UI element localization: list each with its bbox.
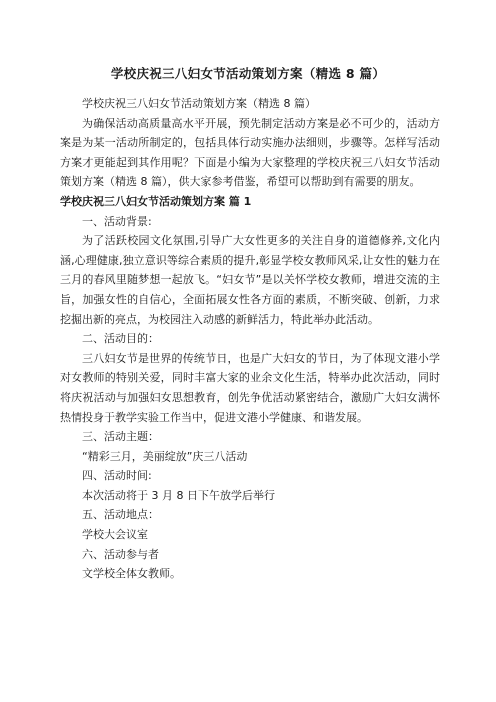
paragraph: 文学校全体女教师。 xyxy=(82,567,181,581)
document-title: 学校庆祝三八妇女节活动策划方案（精选 8 篇） xyxy=(110,66,386,81)
paragraph: 本次活动将于 3 月 8 日下午放学后举行 xyxy=(82,488,275,502)
subheading: 三、活动主题： xyxy=(82,430,159,444)
paragraph: “精彩三月，美丽绽放”庆三八活动 xyxy=(82,449,248,463)
subheading: 五、活动地点： xyxy=(82,508,159,522)
paragraph: 为了活跃校园文化氛围,引导广大女性更多的关注自身的道德修养,文化内涵,心理健康,独立意识等综合素质的提升,彰显学校女教师风采,让女性的魅力在三月的春风里随梦想一起放飞。“妇女节”是以关怀学校女教师，增进交流的主旨，加强女性的自信心，全面拓展女性各方面的素质，不断突破、创新，力求挖掘出新的亮点，为校园注入动感的新鲜活力，特此举办此活动。 xyxy=(60,234,440,326)
section-heading: 学校庆祝三八妇女节活动策划方案 篇 1 xyxy=(60,194,252,208)
paragraph: 学校大会议室 xyxy=(82,528,148,542)
paragraph: 三八妇女节是世界的传统节日，也是广大妇女的节日，为了体现文港小学对女教师的特别关爱，同时丰富大家的业余文化生活，特举办此次活动，同时将庆祝活动与加强妇女思想教育，创先争优活动紧密结合，激励广大妇女满怀热情投身于教学实验工作当中，促进文港小学健康、和谐发展。 xyxy=(60,351,440,424)
subheading: 四、活动时间: xyxy=(82,469,152,483)
subheading: 一、活动背景: xyxy=(82,214,152,228)
subheading: 六、活动参与者 xyxy=(82,547,159,561)
paragraph: 为确保活动高质量高水平开展，预先制定活动方案是必不可少的，活动方案是为某一活动所制定的，包括具体行动实施办法细则，步骤等。怎样写活动方案才更能起到其作用呢？下面是小编为大家整理的学校庆祝三八妇女节活动策划方案（精选 8 篇），供大家参考借鉴，希望可以帮助到有需要的朋友。 xyxy=(60,116,440,189)
subheading: 二、活动目的： xyxy=(82,332,159,346)
paragraph: 学校庆祝三八妇女节活动策划方案（精选 8 篇） xyxy=(82,97,316,110)
document-body xyxy=(60,94,440,584)
